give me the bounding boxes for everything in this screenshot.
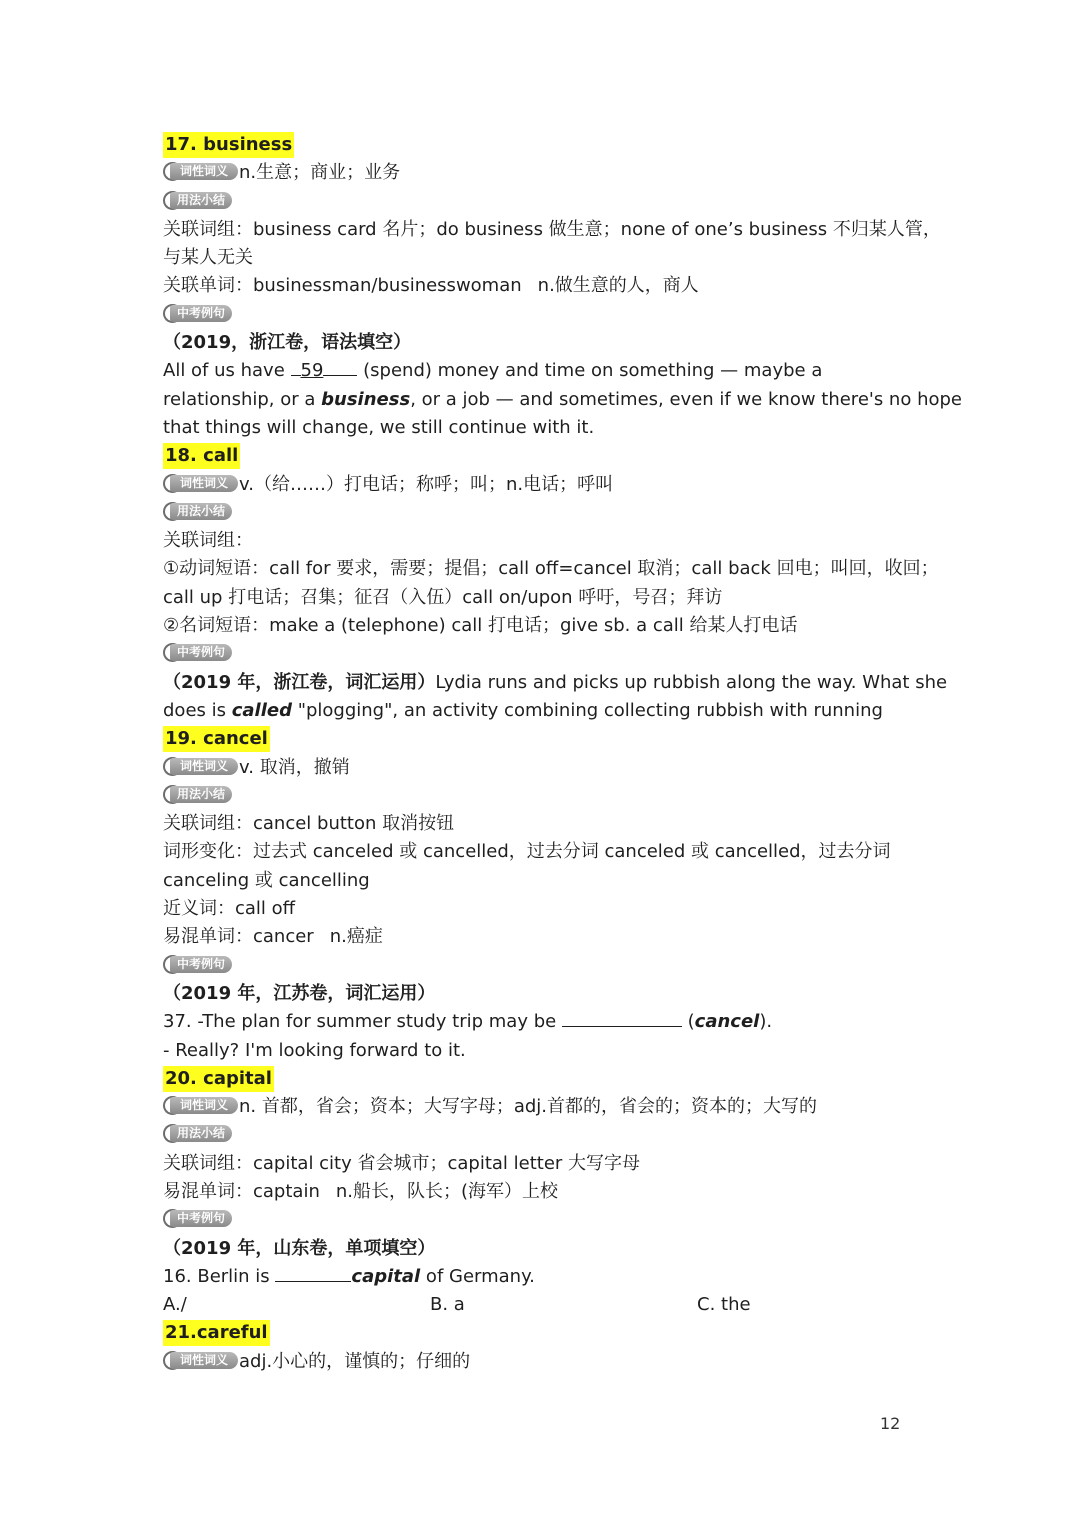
meaning-line — [163, 1093, 923, 1121]
example-tag: 中考例句 — [163, 304, 241, 323]
meaning-tag: 词性词义 — [163, 1096, 239, 1115]
example-text: relationship, or a business, or a job — and sometimes, even if we know there's no hope — [163, 388, 962, 410]
page-number: 12 — [880, 1414, 901, 1433]
entry-heading — [163, 725, 923, 753]
usage-text: 关联词组：cancel button 取消按钮 — [163, 813, 455, 835]
option-c: C. the — [697, 1294, 751, 1316]
example-text: 16. Berlin is capital of Germany. — [163, 1263, 923, 1291]
usage-text: ②名词短语：make a (telephone) call 打电话；give sb. a call 给某人打电话 — [163, 615, 798, 637]
example-text: All of us have 59 (spend) money and time on something — maybe a — [163, 357, 923, 385]
example-tag-line — [163, 1206, 923, 1234]
meaning-line — [163, 1348, 923, 1376]
usage-text: 词形变化：过去式 canceled 或 cancelled，过去分词 canceled 或 cancelled，过去分词 — [163, 841, 891, 863]
meaning-tag: 词性词义 — [163, 757, 239, 776]
example-text: （2019 年，浙江卷，词汇运用）Lydia runs and picks up rubbish along the way. What she — [163, 671, 948, 693]
meaning-text: n.生意；商业；业务 — [239, 162, 401, 184]
example-tag-line — [163, 952, 923, 980]
usage-tag-line — [163, 782, 923, 810]
options-line — [163, 1291, 923, 1319]
example-text: 37. -The plan for summer study trip may be (cancel). — [163, 1008, 923, 1036]
usage-text: canceling 或 cancelling — [163, 869, 370, 891]
meaning-line — [163, 159, 923, 187]
usage-tag-line — [163, 188, 923, 216]
example-tag-line — [163, 640, 923, 668]
vocabulary-content — [163, 131, 962, 1376]
example-tag: 中考例句 — [163, 955, 241, 974]
usage-text: 与某人无关 — [163, 247, 253, 269]
word-heading: 21.careful — [163, 1320, 270, 1346]
usage-text: 近义词：call off — [163, 898, 296, 920]
meaning-line — [163, 754, 923, 782]
meaning-tag: 词性词义 — [163, 162, 239, 181]
option-b: B. a — [430, 1294, 465, 1316]
usage-text: 关联词组： — [163, 530, 253, 552]
example-text: - Really? I'm looking forward to it. — [163, 1039, 466, 1061]
usage-tag: 用法小结 — [163, 502, 241, 521]
usage-text: 关联词组：capital city 省会城市；capital letter 大写字母 — [163, 1152, 641, 1174]
meaning-tag: 词性词义 — [163, 474, 239, 493]
entry-heading — [163, 131, 923, 159]
option-a: A./ — [163, 1294, 187, 1316]
example-source: （2019，浙江卷，语法填空） — [163, 332, 412, 354]
usage-text: call up 打电话；召集；征召（入伍）call on/upon 呼吁，号召；拜访 — [163, 586, 723, 608]
usage-text: 易混单词：cancer n.癌症 — [163, 926, 383, 948]
entry-heading — [163, 442, 923, 470]
word-heading: 20. capital — [163, 1066, 274, 1092]
word-heading: 19. cancel — [163, 726, 270, 752]
entry-heading — [163, 1319, 923, 1347]
usage-tag: 用法小结 — [163, 1124, 241, 1143]
entry-heading — [163, 1065, 923, 1093]
meaning-tag: 词性词义 — [163, 1351, 239, 1370]
usage-text: 关联单词：businessman/businesswoman n.做生意的人，商人 — [163, 275, 699, 297]
usage-tag-line — [163, 499, 923, 527]
usage-text: 关联词组：business card 名片；do business 做生意；none of one’s business 不归某人管， — [163, 218, 941, 240]
meaning-text: v. 取消，撤销 — [239, 756, 350, 778]
example-tag: 中考例句 — [163, 1209, 241, 1228]
example-source: （2019 年，浙江卷，词汇运用） — [163, 671, 436, 693]
meaning-line — [163, 471, 923, 499]
usage-tag: 用法小结 — [163, 785, 241, 804]
word-heading: 18. call — [163, 443, 240, 469]
example-source: （2019 年，山东卷，单项填空） — [163, 1237, 436, 1259]
usage-tag-line — [163, 1121, 923, 1149]
example-tag: 中考例句 — [163, 643, 241, 662]
meaning-text: n. 首都，省会；资本；大写字母；adj.首都的，省会的；资本的；大写的 — [239, 1096, 818, 1118]
word-heading: 17. business — [163, 132, 294, 158]
usage-text: 易混单词：captain n.船长，队长；(海军）上校 — [163, 1180, 559, 1202]
example-text: that things will change, we still continue with it. — [163, 416, 595, 438]
meaning-text: adj.小心的，谨慎的；仔细的 — [239, 1350, 471, 1372]
usage-text: ①动词短语：call for 要求，需要；提倡；call off=cancel 取消；call back 回电；叫回，收回； — [163, 558, 939, 580]
example-source: （2019 年，江苏卷，词汇运用） — [163, 982, 436, 1004]
usage-tag: 用法小结 — [163, 191, 241, 210]
meaning-text: v.（给……）打电话；称呼；叫；n.电话；呼叫 — [239, 473, 614, 495]
example-text: does is called "plogging", an activity combining collecting rubbish with running — [163, 699, 883, 721]
example-tag-line — [163, 301, 923, 329]
